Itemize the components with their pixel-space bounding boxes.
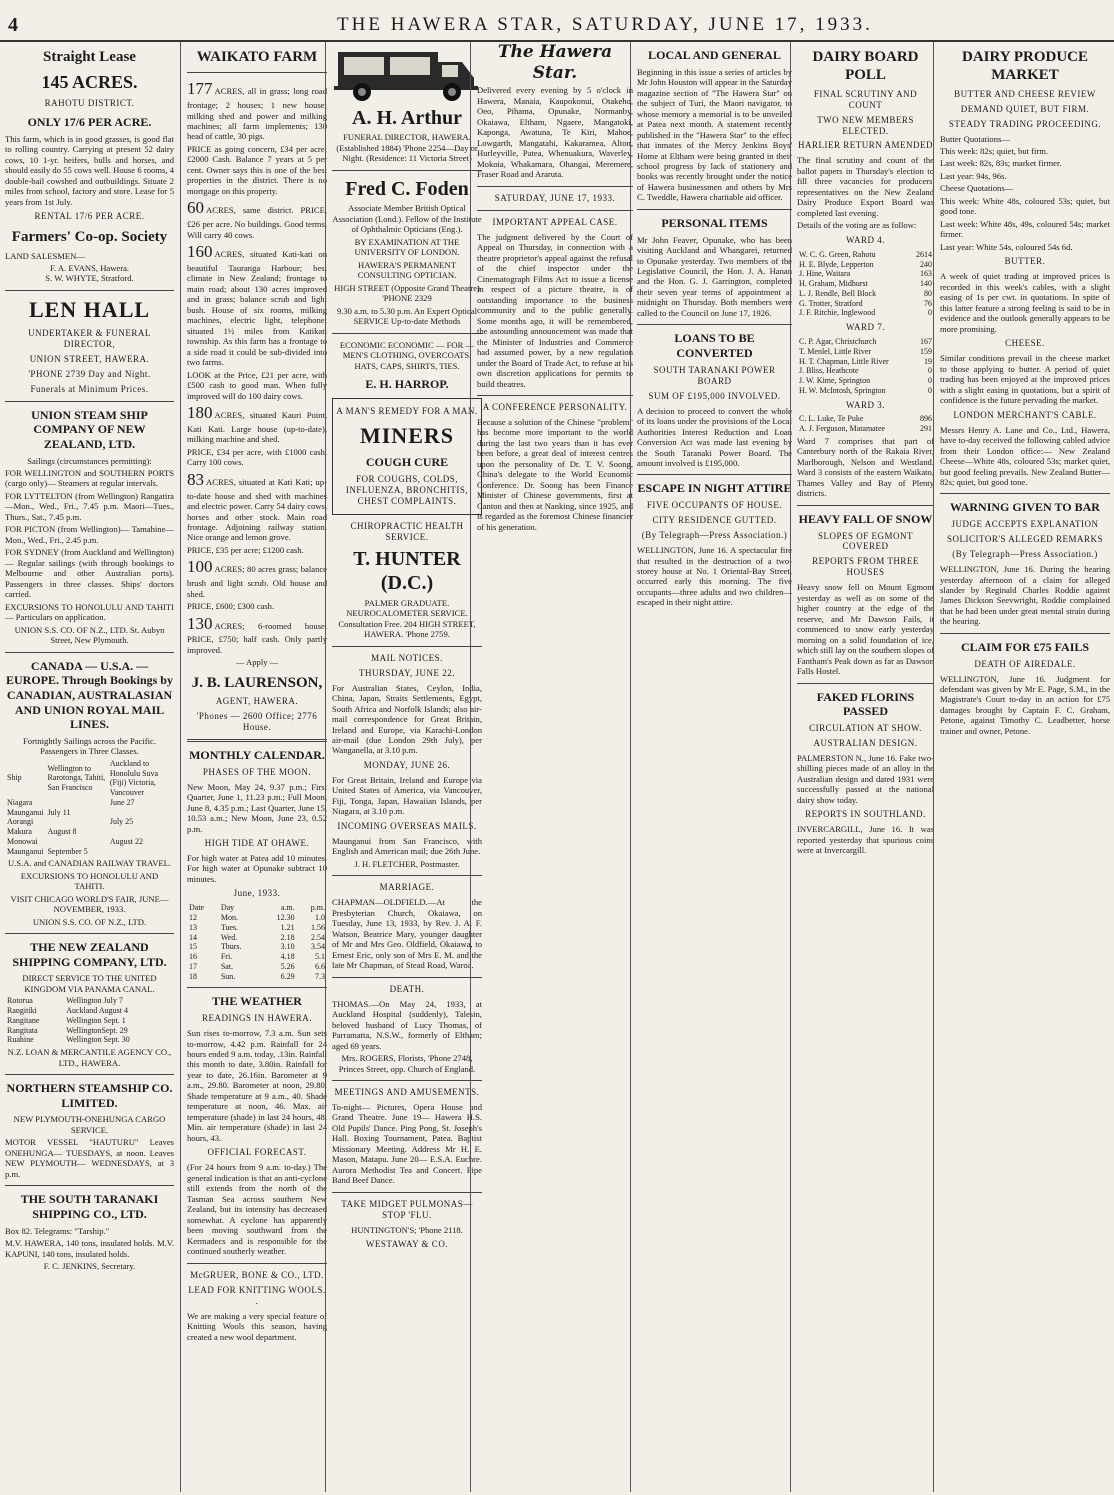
farm-ad <box>187 403 327 445</box>
claim-text: WELLINGTON, June 16. Judgment for defendant was given by Mr E. Page, S.M., in the Magistrate's Court to-day in an action for £75 damages brought by Captain F. C. Graham, Petone, against Timothy C. Leadbetter, horse trainer and owner, Petone. <box>940 673 1110 736</box>
local-general-heading: LOCAL AND GENERAL <box>648 48 781 62</box>
tide-text: For high water at Patea add 10 minutes. For high water at Opunake subtract 10 minutes. <box>187 853 327 884</box>
table-row: Aorangi July 25 <box>7 817 134 827</box>
five-occupants-label: FIVE OCCUPANTS OF HOUSE. <box>646 500 783 511</box>
mcgruer-heading: McGRUER, BONE & CO., LTD. <box>190 1269 324 1280</box>
cheese-quotations-label: Cheese Quotations— <box>940 183 1014 194</box>
cheese-heading: CHEESE. <box>1005 338 1045 349</box>
agent-label: AGENT, HAWERA. <box>215 696 299 707</box>
cheese-text: Similar conditions prevail in the cheese market to those applying to butter. A period of quiet trading has been enjoyed at the improved prices with a slight easing in quotations, but a spirit of confidence is the future pervading the market. <box>940 353 1110 406</box>
farm-ad-acres: 130 <box>187 613 213 633</box>
farm-ad-acres: 160 <box>187 242 213 262</box>
butter-quote-3: Last year: 94s, 96s. <box>940 170 1007 181</box>
loans-text: A decision to proceed to convert the whole of its loans under the provisions of the Local Authorities Interest Reduction and Loan Conversion Act was made last evening by the South Taranaki Power Board. The amount involved is £195,000. <box>637 405 792 468</box>
farm-ad-text: ACRES, situated at Kati Kati; up-to-date house and shed with machines and electric power. Carry 54 dairy cows, horses and other stock. Main road frontage. Adjoining railway station. Nice orange and lemon grove. <box>187 476 327 543</box>
page-number: 4 <box>8 14 18 36</box>
cargo-service: NEW PLYMOUTH-ONEHUNGA CARGO SERVICE. <box>13 1114 166 1135</box>
table-row: A. J. Ferguson, Matamatee 291 <box>799 424 932 434</box>
direct-service: DIRECT SERVICE TO THE UNITED KINGDOM VIA PANAMA CANAL. <box>22 973 157 994</box>
salesman-2: S. W. WHYTE, Stratford. <box>45 273 134 284</box>
table-row: H. Graham, Midhurst 140 <box>799 279 932 289</box>
table-row: 16 Fri. 4.18 5.1 <box>189 952 325 962</box>
northern-steamship-heading: NORTHERN STEAMSHIP CO. LIMITED. <box>6 1081 173 1110</box>
personal-items-heading: PERSONAL ITEMS <box>661 215 768 230</box>
appeal-text: The judgment delivered by the Court of Appeal on Thursday, in connection with a theatre proprietor's appeal against the refusal of the chief inspector under the Cinematograph Films Act to issue a license in respect of a picture theatre, is of outstanding importance to the business community and to the public generally. Some months ago, it will be remembered, the astounding announcement was made that the Minister of Industries and Commerce had assumed power, by a new regulation under the Board of Trade Act, to refuse at his own discretion applications for permits to build theatres. <box>477 231 633 389</box>
dairy-board-text: The final scrutiny and count of the ballot papers in Thursday's election to fill three vacancies for producers' representatives on the New Zealand Dairy Produce Export Board was completed last evening. <box>797 155 934 218</box>
meetings-text: To-night— Pictures, Opera House and Grand Theatre. June 19— Hawera H.S. Old Pupils' Dance. Ping Pong, St. Joseph's Hall. Boxing Tournament, Patea. Baptist Missionary Meeting. Address Mr H. E. Mason, Matapu. June 20— E.S.A. Euchre. Aurora Methodist Tea and Concert. Pipe Band Beef Dance. <box>332 1101 482 1186</box>
table-row: J. Hine, Waitara 163 <box>799 269 932 279</box>
table-row: Rotorua Wellington July 7 <box>7 996 123 1006</box>
chicago-fair: VISIT CHICAGO WORLD'S FAIR, JUNE—NOVEMBER, 1933. <box>10 893 169 915</box>
column-5 <box>630 42 798 1492</box>
excursions-heading: EXCURSIONS TO HONOLULU AND TAHITI. <box>20 870 159 892</box>
monday-text: For Great Britain, Ireland and Europe via United States of America, via Vancouver, Fiji, Tonga, Japan, Hawaiian Islands, per Niagara, at 3.10 p.m. <box>332 774 482 817</box>
butter-quote-2: Last week: 82s, 83s; market firmer. <box>940 158 1062 169</box>
hunter-details: PALMER GRADUATE. NEUROCALOMETER SERVICE. Consultation Free. 204 HIGH STREET, HAWERA. 'Phone 2759. <box>338 597 476 640</box>
exam-label: BY EXAMINATION AT THE UNIVERSITY OF LONDON. <box>354 236 460 258</box>
incoming-mails-heading: INCOMING OVERSEAS MAILS. <box>337 820 477 831</box>
table-row: 15 Thurs. 3.10 3.54 <box>189 942 325 952</box>
union-street-label: UNION STREET, HAWERA. <box>29 353 150 364</box>
merchants-cable-text: Messrs Henry A. Lane and Co., Ltd., Hawera, have to-day received the following cabled advice from their London office:— New Zealand Cheese—White 48s, coloured 53s; market quiet, but good feeling prevails. New Zealand Butter—82s; quiet, but good tone. <box>940 424 1110 487</box>
residence-gutted-label: CITY RESIDENCE GUTTED. <box>652 515 777 526</box>
fortnightly-label: Fortnightly Sailings across the Pacific. Passengers in Three Classes. <box>23 735 156 757</box>
butter-heading: BUTTER. <box>1004 256 1046 267</box>
auckland-col-header: Auckland to Honolulu Suva (Fiji) Victoria, Vancouver <box>109 758 159 798</box>
butter-cheese-review: BUTTER AND CHEESE REVIEW <box>954 88 1096 99</box>
table-row: 12 Mon. 12.30 1.0 <box>189 913 325 923</box>
picton-sailings: FOR PICTON (from Wellington)— Tamahine—Mon., Wed., Fri., 2.45 p.m. <box>5 524 174 545</box>
masthead <box>0 0 1114 42</box>
merchants-cable-heading: LONDON MERCHANT'S CABLE. <box>953 409 1097 420</box>
farm-ad <box>187 470 327 543</box>
ward-7-heading: WARD 7. <box>846 322 885 333</box>
airedale-label: DEATH OF AIREDALE. <box>974 658 1076 669</box>
rental-label: RENTAL 17/6 PER ACRE. <box>34 211 145 222</box>
meetings-heading: MEETINGS AND AMUSEMENTS. <box>334 1087 480 1097</box>
land-salesmen-label: LAND SALESMEN— <box>5 250 85 261</box>
thursday-date: THURSDAY, JUNE 22. <box>358 667 456 678</box>
knitting-heading: LEAD FOR KNITTING WOOLS. . <box>188 1284 326 1306</box>
two-new-members-label: TWO NEW MEMBERS ELECTED. <box>817 114 914 136</box>
farm-ad-text: PRICE, £600; £300 cash. <box>187 601 275 612</box>
telegraph-credit: (By Telegraph—Press Association.) <box>641 530 788 541</box>
table-row: L. J. Rendle, Bell Block 80 <box>799 288 932 298</box>
farm-ad-text: ACRES; 80 acres grass; balance brush and light scrub. Old house and shed. <box>187 564 327 599</box>
farm-ad <box>187 79 327 142</box>
table-row: J. Bliss, Heathcote 0 <box>799 366 932 376</box>
ward-3-heading: WARD 3. <box>846 399 885 410</box>
conference-text: Because a solution of the Chinese "problem" has become more important to the world during the last two years than it has ever been before, a great deal of interest centres upon the personality of Dr. T. V. Soong, China's delegate to the World Economic Conference. Dr. Soong has been Finance Minister of Chinese governments, first at Canton and then at Nanking, since 1925, and is regarded as the foremost Chinese financier of his generation. <box>477 417 633 532</box>
mail-text: For Australian States, Ceylon, India, China, Japan, Straits Settlements, Egypt, South Africa and Norfolk Islands; also air-mail correspondence for Great Britain, Ireland and Europe, via Karachi-London air-mail (due London 29th July), per Wanganella, at 3.10 p.m. <box>332 682 482 756</box>
arthur-details: FUNERAL DIRECTOR, HAWERA. (Established 1884) 'Phone 2254—Day or Night. (Residence: 11 Victoria Street) <box>336 132 478 164</box>
weather-readings-text: Sun rises to-morrow, 7.3 a.m. Sun sets to-morrow, 4.42 p.m. Rainfall for 24 hours ended 9 a.m. today, .13in. Rainfall this month to date, 3.80in. Rainfall for year to date, 26.16in. Barometer at 9 a.m., 29.80. Barometer at noon, 29.80. Shade temperature at 9 a.m., 40. Shade temperature at noon, 46. Max. air temperature (shade) in last 24 hours, 48. Min. air temperature (shade) in last 24 hours, 43. <box>187 1028 327 1143</box>
dairy-board-heading: DAIRY BOARD POLL <box>812 49 919 84</box>
rogers-florists: Mrs. ROGERS, Florists, 'Phone 2748, Princes Street, opp. Church of England. <box>338 1053 476 1074</box>
apply-label: — Apply — <box>235 657 279 668</box>
column-1 <box>0 42 179 1492</box>
florins-heading: FAKED FLORINS PASSED <box>816 689 915 719</box>
len-hall-phone: 'PHONE 2739 Day and Night. <box>28 368 151 379</box>
newspaper-title: THE HAWERA STAR, SATURDAY, JUNE 17, 1933. <box>337 14 873 35</box>
moon-phases-text: New Moon, May 24, 9.37 p.m.; First Quarter, June 1, 11.23 p.m.; Full Moon, June 8, 4.35 p.m.; Last Quarter, June 15, 10.53 a.m.; New Moon, June 23, 0.52 p.m. <box>187 781 327 834</box>
hunter-name: T. HUNTER (D.C.) <box>353 547 461 595</box>
florins-text: PALMERSTON N., June 16. Fake two-shilling pieces made of an alloy in the Australian design and dated 1931 were successfully passed at the national dairy show today. <box>797 752 934 805</box>
southland-text: INVERCARGILL, June 16. It was reported yesterday that spurious coins were at Invercargill. <box>797 824 934 856</box>
telegraph-credit: (By Telegraph—Press Association.) <box>952 549 1098 560</box>
farm-ad-text: PRICE as going concern, £34 per acre; £2000 Cash. Balance 7 years at 5 per cent. Owner says this is one of the best properties in the district. There is no mortgage on this property. <box>187 143 327 196</box>
wellington-sailings: FOR WELLINGTON and SOUTHERN PORTS (cargo only)— Steamers at regular intervals. <box>5 467 174 489</box>
ship-col-header: Ship <box>7 773 22 783</box>
cheese-quote-3: Last year: White 54s, coloured 54s 6d. <box>940 241 1073 252</box>
farm-ad-text: PRICE, £35 per acre; £1200 cash. <box>187 544 304 555</box>
lyttelton-sailings: FOR LYTTELTON (from Wellington) Rangatira—Mon., Wed., Fri., 7.45 p.m. Maori—Tues., Thurs., Sat., 7.45 p.m. <box>5 490 174 522</box>
readings-heading: READINGS IN HAWERA. <box>201 1013 313 1024</box>
wards-text: Ward 7 comprises that part of Canterbury north of the Rakaia River, Marlborough, Nelson and Westland. Ward 3 consists of the eastern Waikato, Thames Valley and Bay of Plenty districts. <box>797 435 934 499</box>
south-taranaki-heading: THE SOUTH TARANAKI SHIPPING CO., LTD. <box>20 1192 159 1221</box>
table-row: H. E. Blyde, Lepperton 240 <box>799 259 932 269</box>
tide-month: June, 1933. <box>233 888 281 899</box>
marriage-heading: MARRIAGE. <box>379 882 435 893</box>
monthly-calendar-heading: MONTHLY CALENDAR. <box>189 748 325 763</box>
tide-col-date: Date <box>189 903 205 913</box>
southland-label: REPORTS IN SOUTHLAND. <box>805 809 926 820</box>
canada-heading: CANADA — U.S.A. — EUROPE. Through Bookings by CANADIAN, AUSTRALASIAN AND UNION ROYAL MAIL LINES. <box>6 658 173 732</box>
farm-ad <box>187 370 327 401</box>
economic-ad: ECONOMIC ECONOMIC — FOR — MEN'S CLOTHING, OVERCOATS, HATS, CAPS, SHIRTS, TIES. <box>339 339 475 371</box>
marriage-text: CHAPMAN—OLDFIELD.—At the Presbyterian Church, Okaiawa, on Tuesday, June 13, 1933, by Rev. J. A. F. Watson, Beatrice Mary, younger daughter of Mr and Mrs Geo. Oldfield, Okaiawa, to Ernest Eric, only son of Mrs E. M. and the late Mr Chapman, of Stead Road, Waroa. <box>332 897 482 971</box>
farm-ad-text: LOOK at the Price, £21 per acre, with £500 cash to good man. When fully improved will do 100 dairy cows. <box>187 369 327 401</box>
farm-ad <box>187 242 327 368</box>
personal-items-text: Mr John Feaver, Opunake, who has been visiting Auckland and Whangarei, returned to Opunake yesterday. Two members of the Legislative Council, the Hon. J. A. Hanan and the Hon. G. J. Garrington, completed their seven year terms of appointment at midnight on Thursday. Both members were called to the Council on June 17, 1926. <box>637 234 792 318</box>
forecast-heading: OFFICIAL FORECAST. <box>207 1147 307 1158</box>
table-row: Ruahine Wellington Sept. 30 <box>7 1035 130 1045</box>
death-text: THOMAS.—On May 24, 1933, at Auckland Hospital (suddenly), Talesin, beloved husband of Lucy Thomas, of Parramatta, N.S.W., formerly of Eltham; aged 69 years. <box>332 998 482 1051</box>
table-row: Maunganui July 11 <box>7 807 71 817</box>
arthur-name: A. H. Arthur <box>352 107 462 129</box>
cough-cure-title: COUGH CURE <box>365 455 449 470</box>
farm-ad-text: ACRES, all in grass; long road frontage; 2 houses; 1 new house; milking shed and power and milking machines; all farm implements; 130 head of cattle, 30 pigs. <box>187 86 327 142</box>
district-label: RAHOTU DISTRICT. <box>44 98 135 109</box>
column-4 <box>470 42 639 1492</box>
table-row: Rangitata WellingtonSept. 29 <box>7 1025 128 1035</box>
tide-col-am: a.m. <box>280 903 295 913</box>
farm-ad <box>187 557 327 599</box>
funerals-label: Funerals at Minimum Prices. <box>30 383 149 394</box>
knitting-text: We are making a very special feature of Knitting Wools this season, having created a new wool department. <box>187 1310 327 1342</box>
table-row: Rangitiki Auckland August 4 <box>7 1006 128 1016</box>
monday-date: MONDAY, JUNE 26. <box>363 759 451 770</box>
farm-ad <box>187 447 327 468</box>
huntington-label: HUNTINGTON'S; 'Phone 2118. <box>351 1224 463 1235</box>
table-row: W. C. G. Green, Rahotu 2614 <box>799 249 932 259</box>
farm-ads-list <box>187 79 327 655</box>
sydney-sailings: FOR SYDNEY (from Auckland and Wellington)— Regular sailings (with through bookings to Melbourne and other Australian ports). Passengers in three classes. Ships' doctors carried. <box>5 547 174 600</box>
nz-shipping-heading: THE NEW ZEALAND SHIPPING COMPANY, LTD. <box>12 940 167 969</box>
farm-ad-acres: 177 <box>187 79 213 99</box>
butter-text: A week of quiet trading at improved prices is recorded in this week's cables, with a slight easing of 1s per cwt. in quotations. In spite of this latter feature a strong feeling is said to be in evidence and the outlook generally appears to be more promising. <box>940 271 1110 334</box>
star-date: SATURDAY, JUNE 17, 1933. <box>494 192 616 203</box>
railway-travel: U.S.A. and CANADIAN RAILWAY TRAVEL. <box>7 858 172 869</box>
ward-4-table <box>797 250 934 318</box>
ship-schedule-table <box>5 759 174 857</box>
union-ss-address: UNION S.S. CO. OF N.Z., LTD. St. Aubyn Street, New Plymouth. <box>14 624 165 646</box>
solicitor-remarks-label: SOLICITOR'S ALLEGED REMARKS <box>947 534 1103 545</box>
farm-ad-text: ACRES, situated Kauri Point, Kati Kati. Large house (up-to-date), milking machine and shed. <box>187 410 327 445</box>
warning-text: WELLINGTON, June 16. During the hearing yesterday afternoon of a claim for alleged slander by Reginald Charles Roddie against James Dickson Seevwright, Roddie complained that he had been under great mental strain during the hearing. <box>940 564 1110 627</box>
loans-heading: LOANS TO BE CONVERTED <box>674 331 755 361</box>
ward-3-table <box>797 414 934 434</box>
tide-col-pm: p.m. <box>310 903 325 913</box>
per-acre-price: ONLY 17/6 PER ACRE. <box>27 115 152 130</box>
secretary-signature: F. C. JENKINS, Secretary. <box>43 1261 136 1272</box>
acres-heading: 145 ACRES. <box>41 72 138 93</box>
farm-ad-text: ACRES, situated Kati-kati on beautiful Tauranga Harbour; best climate in New Zealand; frontage to main road; about 130 acres improved and in grass; balance scrub and light bush. House of six rooms, milking machines, electric light, telephone; situated 1½ miles from Katikati township. As this farm has a frontage to a side road it could be sub-divided into two farms. <box>187 249 327 368</box>
butter-quotations-label: Butter Quotations— <box>940 133 1010 144</box>
table-row: Niagara June 27 <box>7 797 135 807</box>
table-row: 17 Sat. 5.26 6.6 <box>189 961 325 971</box>
ward-7-table <box>797 337 934 396</box>
sum-involved-label: SUM OF £195,000 INVOLVED. <box>648 390 781 401</box>
farm-ad-acres: 60 <box>187 198 204 218</box>
star-title: The Hawera Star. <box>497 42 613 83</box>
forecast-text: (For 24 hours from 9 a.m. to-day.) The general indication is that an anti-cyclone still extends from the north of the Tasman Sea across southern New Zealand, but its intensity has decreased somewhat. A cyclone has apparently been moving southward from the Kermadecs and is responsible for the continued southerly weather. <box>187 1162 327 1257</box>
table-row: Maunganui September 5 <box>7 846 88 856</box>
table-row: H. W. McIntosh, Springton 0 <box>799 385 932 395</box>
permanent-optician: HAWERA'S PERMANENT CONSULTING OPTICIAN. <box>357 259 457 281</box>
table-row: Rangitane Wellington Sept. 1 <box>7 1015 126 1025</box>
farm-ad-acres: 83 <box>187 469 204 489</box>
len-hall-heading: LEN HALL <box>28 296 151 322</box>
column-2 <box>180 42 333 1492</box>
appeal-heading: IMPORTANT APPEAL CASE. <box>492 216 618 227</box>
earlier-return-label: HARLIER RETURN AMENDED <box>798 140 933 151</box>
foden-details: Associate Member British Optical Association (Lond.). Fellow of the Institute of Ophthalmic Opticians (Eng.). <box>332 203 482 235</box>
farm-ad-acres: 100 <box>187 557 213 577</box>
miners-title: MINERS <box>359 422 454 448</box>
union-steam-heading: UNION STEAM SHIP COMPANY OF NEW ZEALAND, LTD. <box>31 407 148 451</box>
farm-ad <box>187 198 327 240</box>
ward-4-heading: WARD 4. <box>846 234 885 245</box>
farm-ad <box>187 144 327 196</box>
cheese-quote-1: This week: White 48s, coloured 53s; quiet, but good tone. <box>940 195 1110 217</box>
high-street-address: HIGH STREET (Opposite Grand Theatre) 'PHONE 2329 <box>334 282 480 304</box>
farm-ad-text: ACRES, same district. PRICE, £26 per acre. No buildings. Good terms. Will carry 40 cows. <box>187 205 327 240</box>
steady-trading-label: STEADY TRADING PROCEEDING. <box>948 118 1102 129</box>
ship-list-table <box>5 996 174 1045</box>
escape-text: WELLINGTON, June 16. A spectacular fire that resulted in the destruction of a two-storey house at No. 1 Oriental-Bay Street, occurred early this morning. The five occupants—three adults and two children—escaped in their night attire. <box>637 545 792 608</box>
table-row: G. Trotter, Stratford 76 <box>799 298 932 308</box>
hearse-illustration <box>332 46 482 104</box>
table-row: T. Menlel, Little River 159 <box>799 346 932 356</box>
power-board-label: SOUTH TARANAKI POWER BOARD <box>653 364 776 386</box>
harrop-name: E. H. HARROP. <box>365 377 449 392</box>
circulation-label: CIRCULATION AT SHOW. <box>809 723 922 733</box>
waikato-farm-heading: WAIKATO FARM <box>196 49 318 65</box>
cough-cure-details: FOR COUGHS, COLDS, INFLUENZA, BRONCHITIS, CHEST COMPLAINTS. <box>345 474 469 506</box>
table-row: Makura August 8 <box>7 827 77 837</box>
high-tide-heading: HIGH TIDE AT OHAWE. <box>204 838 310 849</box>
postmaster-signature: J. H. FLETCHER, Postmaster. <box>354 858 460 869</box>
snow-text: Heavy snow fell on Mount Egmont yesterday as well as on some of the higher country at the edge of the reserve, and Mr Dawson Fails, it commenced to snow early yesterday morning on a solid foundation of ice, which still lay on the southern slopes of Fantham's Peak down as far as Dawson Falls Hostel. <box>797 582 934 677</box>
hauturu-text: MOTOR VESSEL "HAUTURU" Leaves ONEHUNGA— TUESDAYS, at noon. Leaves NEW PLYMOUTH— WEDNESDAYS, at 3 p.m. <box>5 1137 174 1179</box>
column-6 <box>790 42 940 1492</box>
sailings-label: Sailings (circumstances permitting): <box>27 455 152 466</box>
farm-ad-text: ACRES; 6-roomed house. PRICE, £750; half cash. Only partly improved. <box>187 620 327 655</box>
incoming-text: Maunganui from San Francisco, with English and American mail; due 26th June. <box>332 835 482 857</box>
vessels-text: M.V. HAWERA, 140 tons, insulated holds. M.V. KAPUNI, 140 tons, insulated holds. <box>5 1238 174 1259</box>
undertaker-label: UNDERTAKER & FUNERAL DIRECTOR, <box>28 327 151 349</box>
box-telegrams: Box 82. Telegrams: "Tarship." <box>5 1225 110 1236</box>
laurenson-name: J. B. LAURENSON, <box>191 674 323 691</box>
laurenson-phones: 'Phones — 2600 Office; 2776 House. <box>196 711 318 733</box>
miners-tagline: A MAN'S REMEDY FOR A MAN. <box>336 405 478 416</box>
wellington-col-header: Wellington to Rarotonga, Tahiti, San Francisco <box>47 763 106 793</box>
excursions-text: EXCURSIONS TO HONOLULU AND TAHITI— Particulars on application. <box>5 601 174 623</box>
midget-pulmonas-heading: TAKE MIDGET PULMONAS—STOP 'FLU. <box>341 1198 473 1220</box>
star-delivery-text: Delivered every evening by 5 o'clock in Hawera, Manaia, Kaupokonui, Otakeho, Oeo, Pihama, Opunake, Normanby, Okaiawa, Eltham, Ngaere, Mangatoki, Kaponga, Awatuna, Te Kiri, Mahoe, Lowgarth, Mangatahi, Kakaramea, Alton, Hurleyville, Patea, Whenuakura, Waverley, Mokoia, Whakamara, Ohangai, Meremere, Fraser Road and Araruta. <box>477 85 633 180</box>
table-row: C. P. Agar, Christchurch 167 <box>799 337 932 347</box>
column-3 <box>325 42 488 1492</box>
westaway-heading: WESTAWAY & CO. <box>365 1239 449 1250</box>
optician-hours: 9.30 a.m. to 5.30 p.m. An Expert Optical SERVICE Up-to-date Methods <box>336 305 478 327</box>
table-row: 14 Wed. 2.18 2.54 <box>189 932 325 942</box>
farm-ad-acres: 180 <box>187 403 213 423</box>
death-heading: DEATH. <box>389 983 425 994</box>
snow-heading: HEAVY FALL OF SNOW <box>798 511 933 526</box>
judge-accepts-label: JUDGE ACCEPTS EXPLANATION <box>951 519 1099 530</box>
reports-label: REPORTS FROM THREE HOUSES <box>812 556 919 578</box>
union-ss-nz: UNION S.S. CO. OF N.Z., LTD. <box>32 916 147 927</box>
cheese-quote-2: Last week: White 48s, 49s, coloured 54s; market firmer. <box>940 218 1110 240</box>
weather-heading: THE WEATHER <box>212 994 302 1009</box>
local-general-text: Beginning in this issue a series of articles by Mr John Houston will appear in the Saturday magazine section of "The Hawera Star" on the subject of Turi, the Maori navigator, to whose memory a memorial is to be unveiled at Patea next month. A statement recently published in the "Hawera Star" to the effect that inmates of the Mercy Jenkins Boys' Home at Eltham were being granted in their school progress by lack of stationery and books was recently brought under the notice of Hawera businessmen and others by Mrs C. Tweddle, Hawera charitable aid officer. <box>637 66 792 203</box>
conference-heading: A CONFERENCE PERSONALITY. <box>482 402 628 413</box>
miners-ad-box <box>332 398 482 515</box>
warning-heading: WARNING GIVEN TO BAR <box>950 500 1100 515</box>
farm-ad <box>187 601 327 611</box>
final-scrutiny-label: FINAL SCRUTINY AND COUNT <box>813 88 918 110</box>
salesman-1: F. A. EVANS, Hawera. <box>49 262 130 273</box>
slopes-label: SLOPES OF EGMONT COVERED <box>817 530 913 552</box>
table-row: H. T. Chapman, Little River 19 <box>799 356 932 366</box>
farm-ad-text: PRICE, £34 per acre, with £1000 cash. Carry 100 cows. <box>187 446 327 468</box>
farmers-coop-heading: Farmers' Co-op. Society <box>11 229 168 246</box>
straight-lease-heading: Straight Lease <box>43 49 136 65</box>
farm-ad <box>187 614 327 656</box>
mail-notices-heading: MAIL NOTICES. <box>371 652 443 663</box>
voting-details-label: Details of the voting are as follow: <box>797 220 917 231</box>
table-row: 18 Sun. 6.29 7.3 <box>189 971 325 981</box>
nz-loan-agency: N.Z. LOAN & MERCANTILE AGENCY CO., LTD., HAWERA. <box>7 1047 172 1068</box>
farm-description: This farm, which is in good grasses, is good flat to rolling country. Carrying at present 52 dairy cows, 10 1-yr. heifers, bulls and horses, and should easily do 55 cows well. House 6 rooms, 4 double-bail cowshed and outbuildings. Situate 2 miles from school, factory and store. Lease for 5 years from 1st July. <box>5 133 174 207</box>
escape-heading: ESCAPE IN NIGHT ATTIRE <box>637 481 792 496</box>
dairy-market-heading: DAIRY PRODUCE MARKET <box>962 49 1088 84</box>
table-row: 13 Tues. 1.21 1.56 <box>189 922 325 932</box>
demand-label: DEMAND QUIET, BUT FIRM. <box>960 103 1090 114</box>
table-row: Monowai August 22 <box>7 836 143 846</box>
tide-col-day: Day <box>220 903 235 913</box>
butter-quote-1: This week: 82s; quiet, but firm. <box>940 145 1049 156</box>
foden-name: Fred C. Foden <box>345 177 469 200</box>
table-row: J. F. Ritchie, Inglewood 0 <box>799 308 932 318</box>
column-7 <box>933 42 1114 1492</box>
table-row: C. L. Luke, Te Puke 896 <box>799 414 932 424</box>
moon-phases-heading: PHASES OF THE MOON. <box>202 766 312 777</box>
australian-design-label: AUSTRALIAN DESIGN. <box>813 737 918 748</box>
claim-heading: CLAIM FOR £75 FAILS <box>960 639 1090 654</box>
farm-ad <box>187 545 327 555</box>
tide-table <box>187 903 327 981</box>
table-row: J. W. Kime, Springton 0 <box>799 376 932 386</box>
chiropractic-heading: CHIROPRACTIC HEALTH SERVICE. <box>350 520 464 542</box>
